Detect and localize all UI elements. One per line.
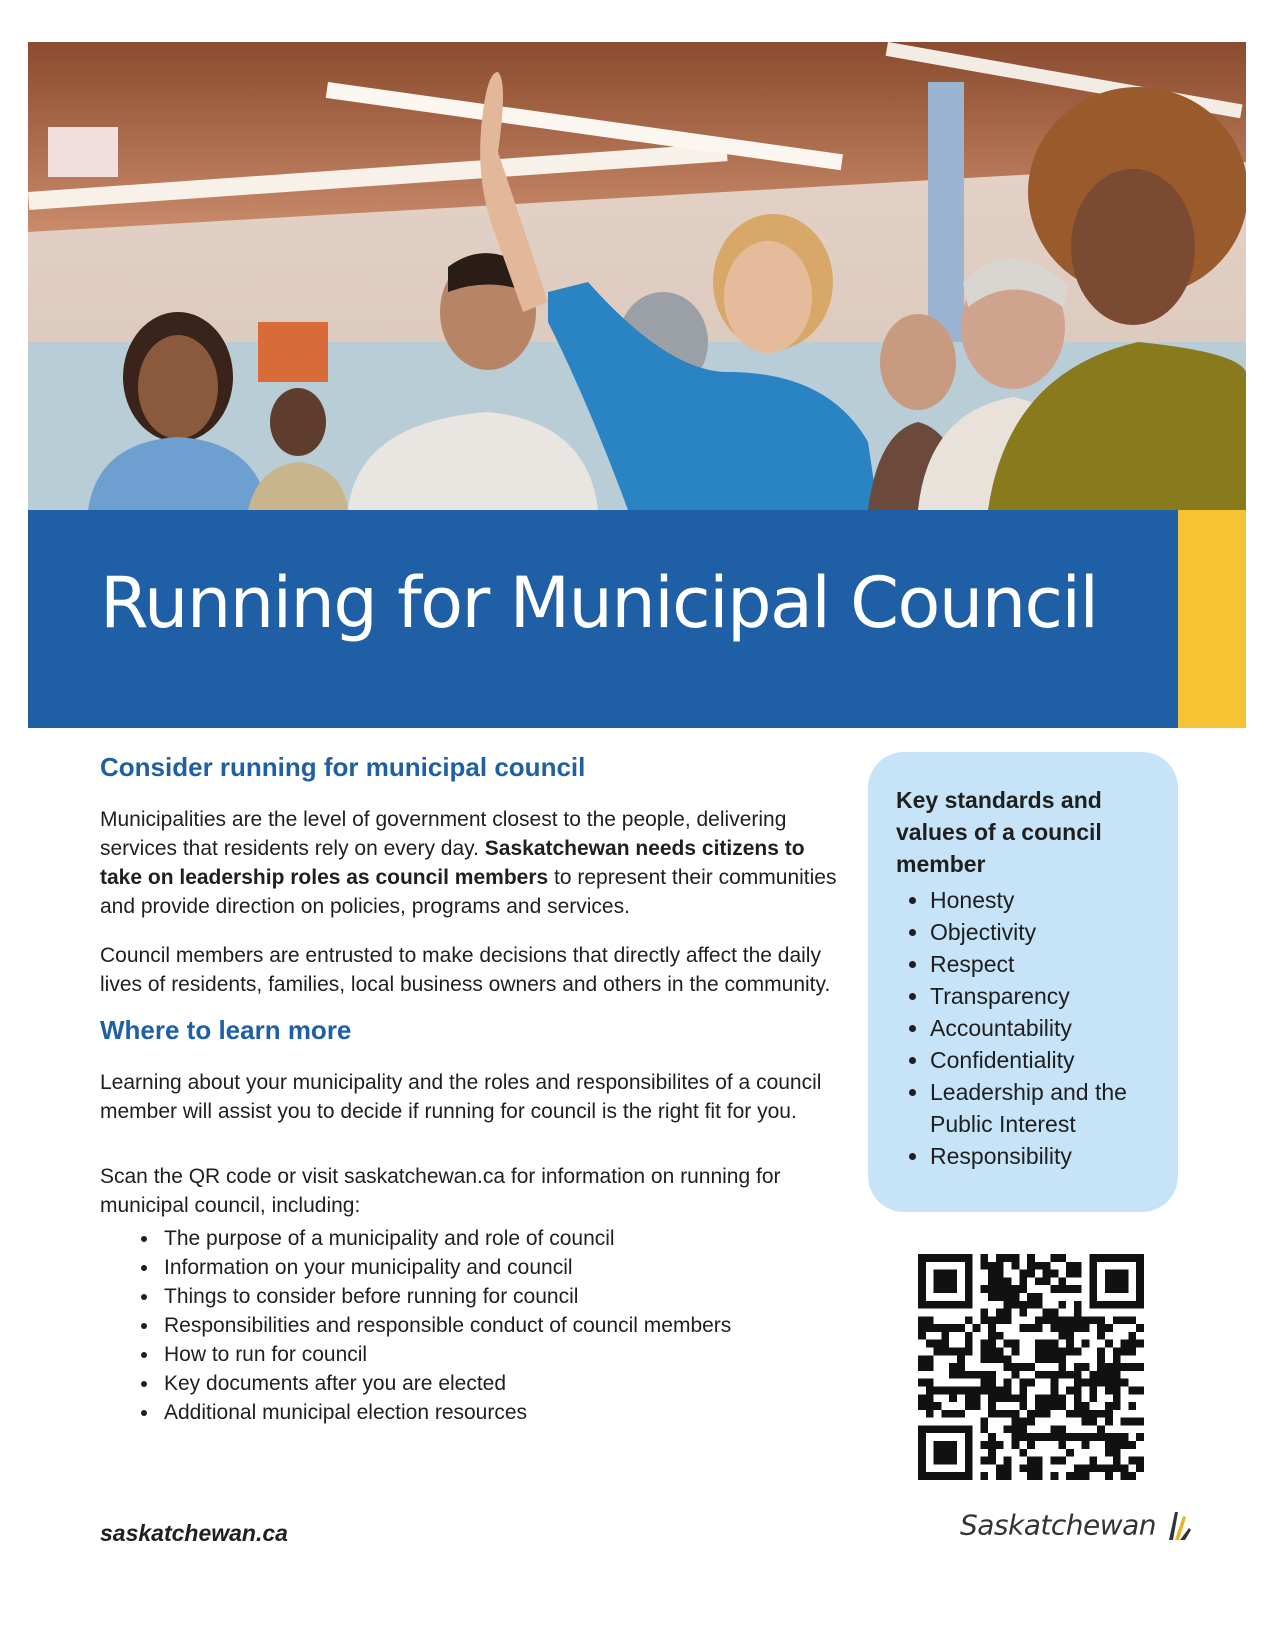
list-item: • Accountability bbox=[930, 1012, 1180, 1044]
council-members-paragraph: Council members are entrusted to make decisions that directly affect the daily lives of residents, families, local business owners and others in the community. bbox=[100, 944, 831, 996]
list-item: • Transparency bbox=[930, 980, 1180, 1012]
list-item: • Responsibilities and responsible conduct of council members bbox=[160, 1311, 850, 1340]
list-item: • Leadership and the Public Interest bbox=[930, 1076, 1180, 1140]
page-title: Running for Municipal Council bbox=[100, 562, 1098, 644]
list-item: • Information on your municipality and council bbox=[160, 1253, 850, 1282]
banner-accent-stripe bbox=[1178, 510, 1246, 728]
heading-consider-running: Consider running for municipal council bbox=[100, 752, 586, 782]
key-standards-title: Key standards and values of a council member bbox=[896, 787, 1102, 877]
list-item: • Objectivity bbox=[930, 916, 1180, 948]
title-banner bbox=[28, 510, 1246, 728]
list-item: • Key documents after you are elected bbox=[160, 1369, 850, 1398]
intro-paragraph bbox=[100, 805, 850, 921]
list-item: • The purpose of a municipality and role of council bbox=[160, 1224, 850, 1253]
hero-photo-illustration bbox=[28, 42, 1246, 510]
intro-text-end: to represent their communities and provide direction on policies, programs and services. bbox=[100, 866, 837, 918]
list-item: • Confidentiality bbox=[930, 1044, 1180, 1076]
list-item: • Honesty bbox=[930, 884, 1180, 916]
heading-where-to-learn: Where to learn more bbox=[100, 1015, 352, 1045]
main-content bbox=[100, 752, 850, 1427]
topics-list bbox=[100, 1224, 850, 1427]
key-standards-box bbox=[868, 752, 1178, 1212]
list-item: • Additional municipal election resources bbox=[160, 1398, 850, 1427]
learning-paragraph: Learning about your municipality and the roles and responsibilites of a council member will assist you to decide if running for council is the right fit for you. bbox=[100, 1071, 822, 1123]
list-item: • How to run for council bbox=[160, 1340, 850, 1369]
qr-code-graphic bbox=[918, 1254, 1144, 1480]
saskatchewan-logo bbox=[960, 1508, 1191, 1542]
list-item: • Responsibility bbox=[930, 1140, 1180, 1172]
intro-text-start: Municipalities are the level of government closest to the people, delivering services that residents rely on every day. bbox=[100, 808, 787, 860]
footer-url-link[interactable]: saskatchewan.ca bbox=[100, 1520, 288, 1546]
list-item: • Things to consider before running for council bbox=[160, 1282, 850, 1311]
scan-qr-paragraph: Scan the QR code or visit saskatchewan.ca for information on running for municipal council, including: bbox=[100, 1165, 781, 1217]
qr-code[interactable] bbox=[918, 1254, 1144, 1480]
logo-wordmark: Saskatchewan bbox=[960, 1508, 1157, 1542]
list-item: • Respect bbox=[930, 948, 1180, 980]
intro-text-bold: Saskatchewan needs citizens to take on leadership roles as council members bbox=[100, 837, 805, 889]
hero-photo bbox=[28, 42, 1246, 510]
values-list bbox=[896, 884, 1180, 1172]
wheat-sheaf-icon bbox=[1163, 1508, 1191, 1542]
